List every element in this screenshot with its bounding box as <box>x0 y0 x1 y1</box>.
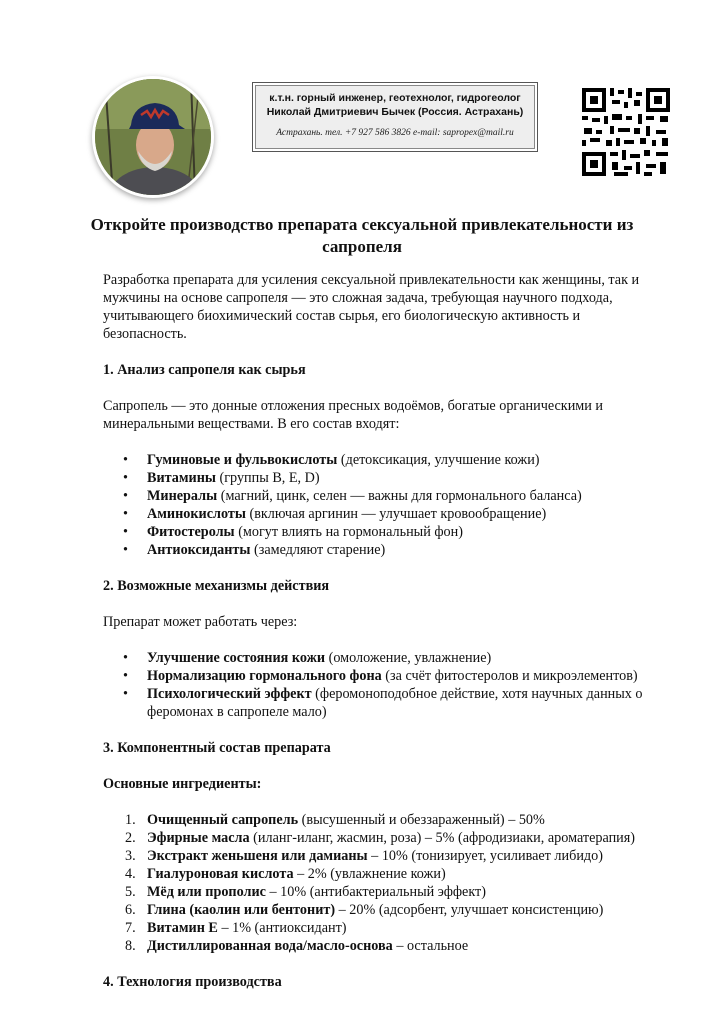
section-3-subheading: Основные ингредиенты: <box>103 776 262 792</box>
section-2-text: Препарат может работать через: <box>103 614 298 630</box>
list-item: 1. Очищенный сапропель (высушенный и обеззараженный) – 50% <box>125 812 545 828</box>
list-item: • Аминокислоты (включая аргинин — улучшает кровообращение) <box>103 505 663 523</box>
section-4-heading: 4. Технология производства <box>103 974 282 990</box>
section-2-list <box>103 649 663 721</box>
qr-code-icon <box>580 86 672 178</box>
list-item: 3. Экстракт женьшеня или дамианы – 10% (тонизирует, усиливает либидо) <box>125 848 603 864</box>
list-item: • Минералы (магний, цинк, селен — важны для гормонального баланса) <box>103 487 663 505</box>
list-item: 2. Эфирные масла (иланг-иланг, жасмин, роза) – 5% (афродизиаки, ароматерапия) <box>125 830 636 846</box>
list-item: • Улучшение состояния кожи (омоложение, увлажнение) <box>103 649 663 667</box>
list-item: • Антиоксиданты (замедляют старение) <box>103 541 663 559</box>
section-1-list <box>103 451 663 559</box>
document-body <box>103 271 663 991</box>
avatar <box>92 76 214 198</box>
list-item: • Психологический эффект (феромоноподобное действие, хотя научных данных о феромонах в сапропеле мало) <box>103 685 663 721</box>
list-item: 4. Гиалуроновая кислота – 2% (увлажнение кожи) <box>125 866 446 882</box>
list-item: • Фитостеролы (могут влиять на гормональный фон) <box>103 523 663 541</box>
list-item: 5. Мёд или прополис – 10% (антибактериальный эффект) <box>125 884 486 900</box>
list-item: 7. Витамин Е – 1% (антиоксидант) <box>125 920 347 936</box>
card-title-line: к.т.н. горный инженер, геотехнолог, гидрогеолог <box>269 92 521 104</box>
section-2-heading: 2. Возможные механизмы действия <box>103 578 330 594</box>
list-item: 6. Глина (каолин или бентонит) – 20% (адсорбент, улучшает консистенцию) <box>125 902 604 918</box>
portrait-photo-icon <box>95 79 211 195</box>
list-item: • Витамины (группы В, Е, D) <box>103 469 663 487</box>
contact-card <box>252 82 538 152</box>
card-name-line: Николай Дмитриевич Бычек (Россия. Астрахань) <box>266 106 524 118</box>
section-1-heading: 1. Анализ сапропеля как сырья <box>103 362 306 378</box>
page-title: Откройте производство препарата сексуальной привлекательности из сапропеля <box>90 215 634 256</box>
section-3-heading: 3. Компонентный состав препарата <box>103 740 331 756</box>
intro-paragraph: Разработка препарата для усиления сексуальной привлекательности как женщины, так и мужчины на основе сапропеля — это сложная задача, требующая научного подхода, учитывающего биохимический состав сырья, его биологическую активность и безопасность. <box>103 272 640 342</box>
ingredients-list <box>103 811 663 955</box>
list-item: • Гуминовые и фульвокислоты (детоксикация, улучшение кожи) <box>103 451 663 469</box>
card-contacts: Астрахань. тел. +7 927 586 3826 e-mail: sapropex@mail.ru <box>276 128 514 138</box>
section-1-text: Сапропель — это донные отложения пресных водоёмов, богатые органическими и минеральными веществами. В его состав входят: <box>103 398 603 432</box>
list-item: 8. Дистиллированная вода/масло-основа – остальное <box>125 938 469 954</box>
list-item: • Нормализацию гормонального фона (за счёт фитостеролов и микроэлементов) <box>103 667 663 685</box>
